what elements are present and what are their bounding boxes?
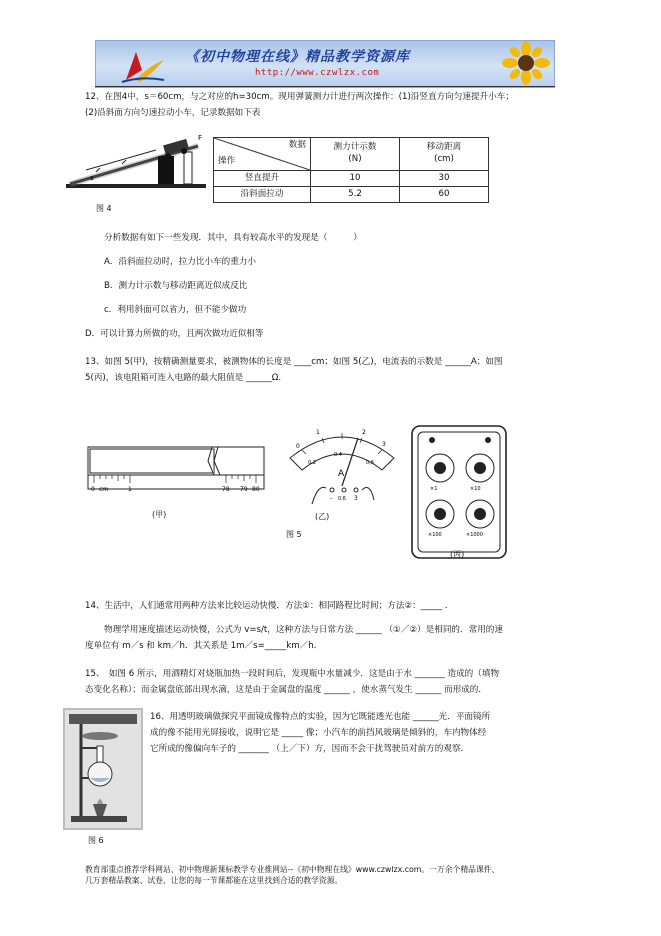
box-mark-x1: ×1 [430, 486, 438, 492]
ruler-tick-78: 78 [222, 486, 230, 493]
page-footer [85, 864, 575, 887]
meter-tick-0: 0 [296, 443, 300, 450]
box-mark-x1000: ×1000 [466, 532, 483, 538]
table-row: 沿斜面拉动 5.2 60 [214, 187, 489, 203]
q16-line3: 它所成的像偏向车子的 _______ （上／下）方，因而不会干扰驾驶员对前方的观察． [150, 744, 470, 754]
meter-tick-1: 1 [316, 429, 320, 436]
table-corner-top: 数据 [288, 140, 306, 150]
sunflower-icon [500, 41, 552, 85]
q16-line2: 成的像不能用光屏接收，说明它是 _____ 像；小汽车的前挡风玻璃是倾斜的，车内物体经 [150, 728, 487, 738]
table-header-force: 测力计示数 (N) [311, 138, 400, 171]
q14-line2: 物理学用速度描述运动快慢，公式为 v=s/t，这种方法与日常方法 ______ （①／②）是相同的．常用的速 [104, 625, 503, 635]
meter-terminal-06: 0.6 [338, 496, 346, 502]
flask-figure [63, 708, 143, 830]
q13-line1: 13、如图 5(甲)，按精确测量要求，被测物体的长度是 ____cm；如图 5(乙)，电流表的示数是 ______A；如图 [85, 357, 503, 367]
header-url[interactable]: http://www.czwlzx.com [255, 68, 380, 78]
q12-option-a: A．沿斜面拉动时，拉力比小车的重力小 [104, 257, 256, 267]
q12-option-c: c．利用斜面可以省力，但不能少做功 [104, 305, 247, 315]
meter-small-04: 0.4 [334, 452, 342, 458]
meter-small-06: 0.6 [366, 460, 374, 466]
svg-text:F: F [198, 134, 203, 142]
fig4-label: 图 4 [96, 204, 112, 213]
meter-terminal-neg: - [330, 495, 333, 502]
table-row: 竖直提升 10 30 [214, 171, 489, 187]
q12-stem-line1: 12、在图4中，s＝60cm，与之对应的h=30cm。现用弹簧测力计进行两次操作：(1)沿竖直方向匀速提升小车； [85, 92, 514, 102]
footer-line2: 几万套精品教案、试卷，让您的每一节课都能在这里找到合适的教学资源。 [85, 876, 343, 886]
table-header-distance: 移动距离 (cm) [400, 138, 489, 171]
q12-option-d: D．可以计算力所做的功，且两次做功近似相等 [85, 329, 264, 339]
fig5-bing-label: (丙) [450, 550, 465, 559]
ruler-tick-unit: cm [99, 486, 109, 493]
meter-tick-3: 3 [382, 441, 386, 448]
meter-small-02: 0.2 [308, 460, 316, 466]
ruler-tick-1: 1 [128, 486, 132, 493]
q14-line3: 度单位有 m／s 和 km／h．其关系是 1m／s=_____km／h． [85, 641, 323, 651]
table-corner-cell [214, 138, 311, 171]
fig6-label: 图 6 [88, 836, 104, 845]
meter-letter: A [338, 469, 345, 479]
meter-tick-2: 2 [362, 429, 366, 436]
logo-icon [118, 46, 168, 84]
box-mark-x100: ×100 [428, 532, 442, 538]
q12-prompt: 分析数据有如下一些发现．其中，具有较高水平的发现是（ ） [104, 233, 362, 243]
ruler-tick-79: 79 [240, 486, 248, 493]
footer-line1: 教育部重点推荐学科网站、初中物理新课标教学专业推网站--《初中物理在线》www.czwlzx.com。一万余个精品课件、 [85, 865, 500, 874]
meter-terminal-3: 3 [354, 495, 358, 502]
box-mark-x10: ×10 [470, 486, 481, 492]
q12-option-b: B．测力计示数与移动距离近似成反比 [104, 281, 248, 291]
q13-line2: 5(丙)，该电阻箱可连入电路的最大阻值是 ______Ω． [85, 373, 287, 383]
resistance-box-figure [410, 424, 510, 564]
ruler-tick-0: 0 [91, 486, 95, 493]
q14-line1: 14、生活中，人们通常用两种方法来比较运动快慢．方法①：相同路程比时间；方法②：_____ ． [85, 601, 454, 611]
fig5-yi-label: (乙) [315, 512, 330, 521]
q15-line2: 态变化名称）；而金属盘底部出现水滴，这是由于金属盘的温度 ______ ，使水蒸气发生 ______ 而形成的． [85, 685, 487, 695]
header-divider [95, 86, 555, 87]
table-corner-bottom: 操作 [218, 156, 236, 167]
q15-line1: 15、 如图 6 所示，用酒精灯对烧瓶加热一段时间后，发现瓶中水量减少．这是由于水 _______ 造成的（填物 [85, 669, 500, 679]
q16-line1: 16、用透明玻璃做探究平面镜成像特点的实验，因为它既能透光也能 ______光．平面镜所 [150, 712, 491, 722]
ammeter-figure [282, 424, 402, 514]
ruler-tick-80: 80 [252, 486, 260, 493]
q12-data-table [213, 137, 489, 203]
svg-text:s: s [90, 174, 94, 182]
incline-figure [66, 128, 212, 218]
fig5-label: 图 5 [286, 530, 302, 539]
header-title: 《初中物理在线》精品教学资源库 [185, 49, 410, 65]
ruler-figure [84, 435, 270, 505]
q12-stem-line2: (2)沿斜面方向匀速拉动小车，记录数据如下表 [85, 108, 261, 118]
fig5-jia-label: (甲) [152, 510, 167, 519]
